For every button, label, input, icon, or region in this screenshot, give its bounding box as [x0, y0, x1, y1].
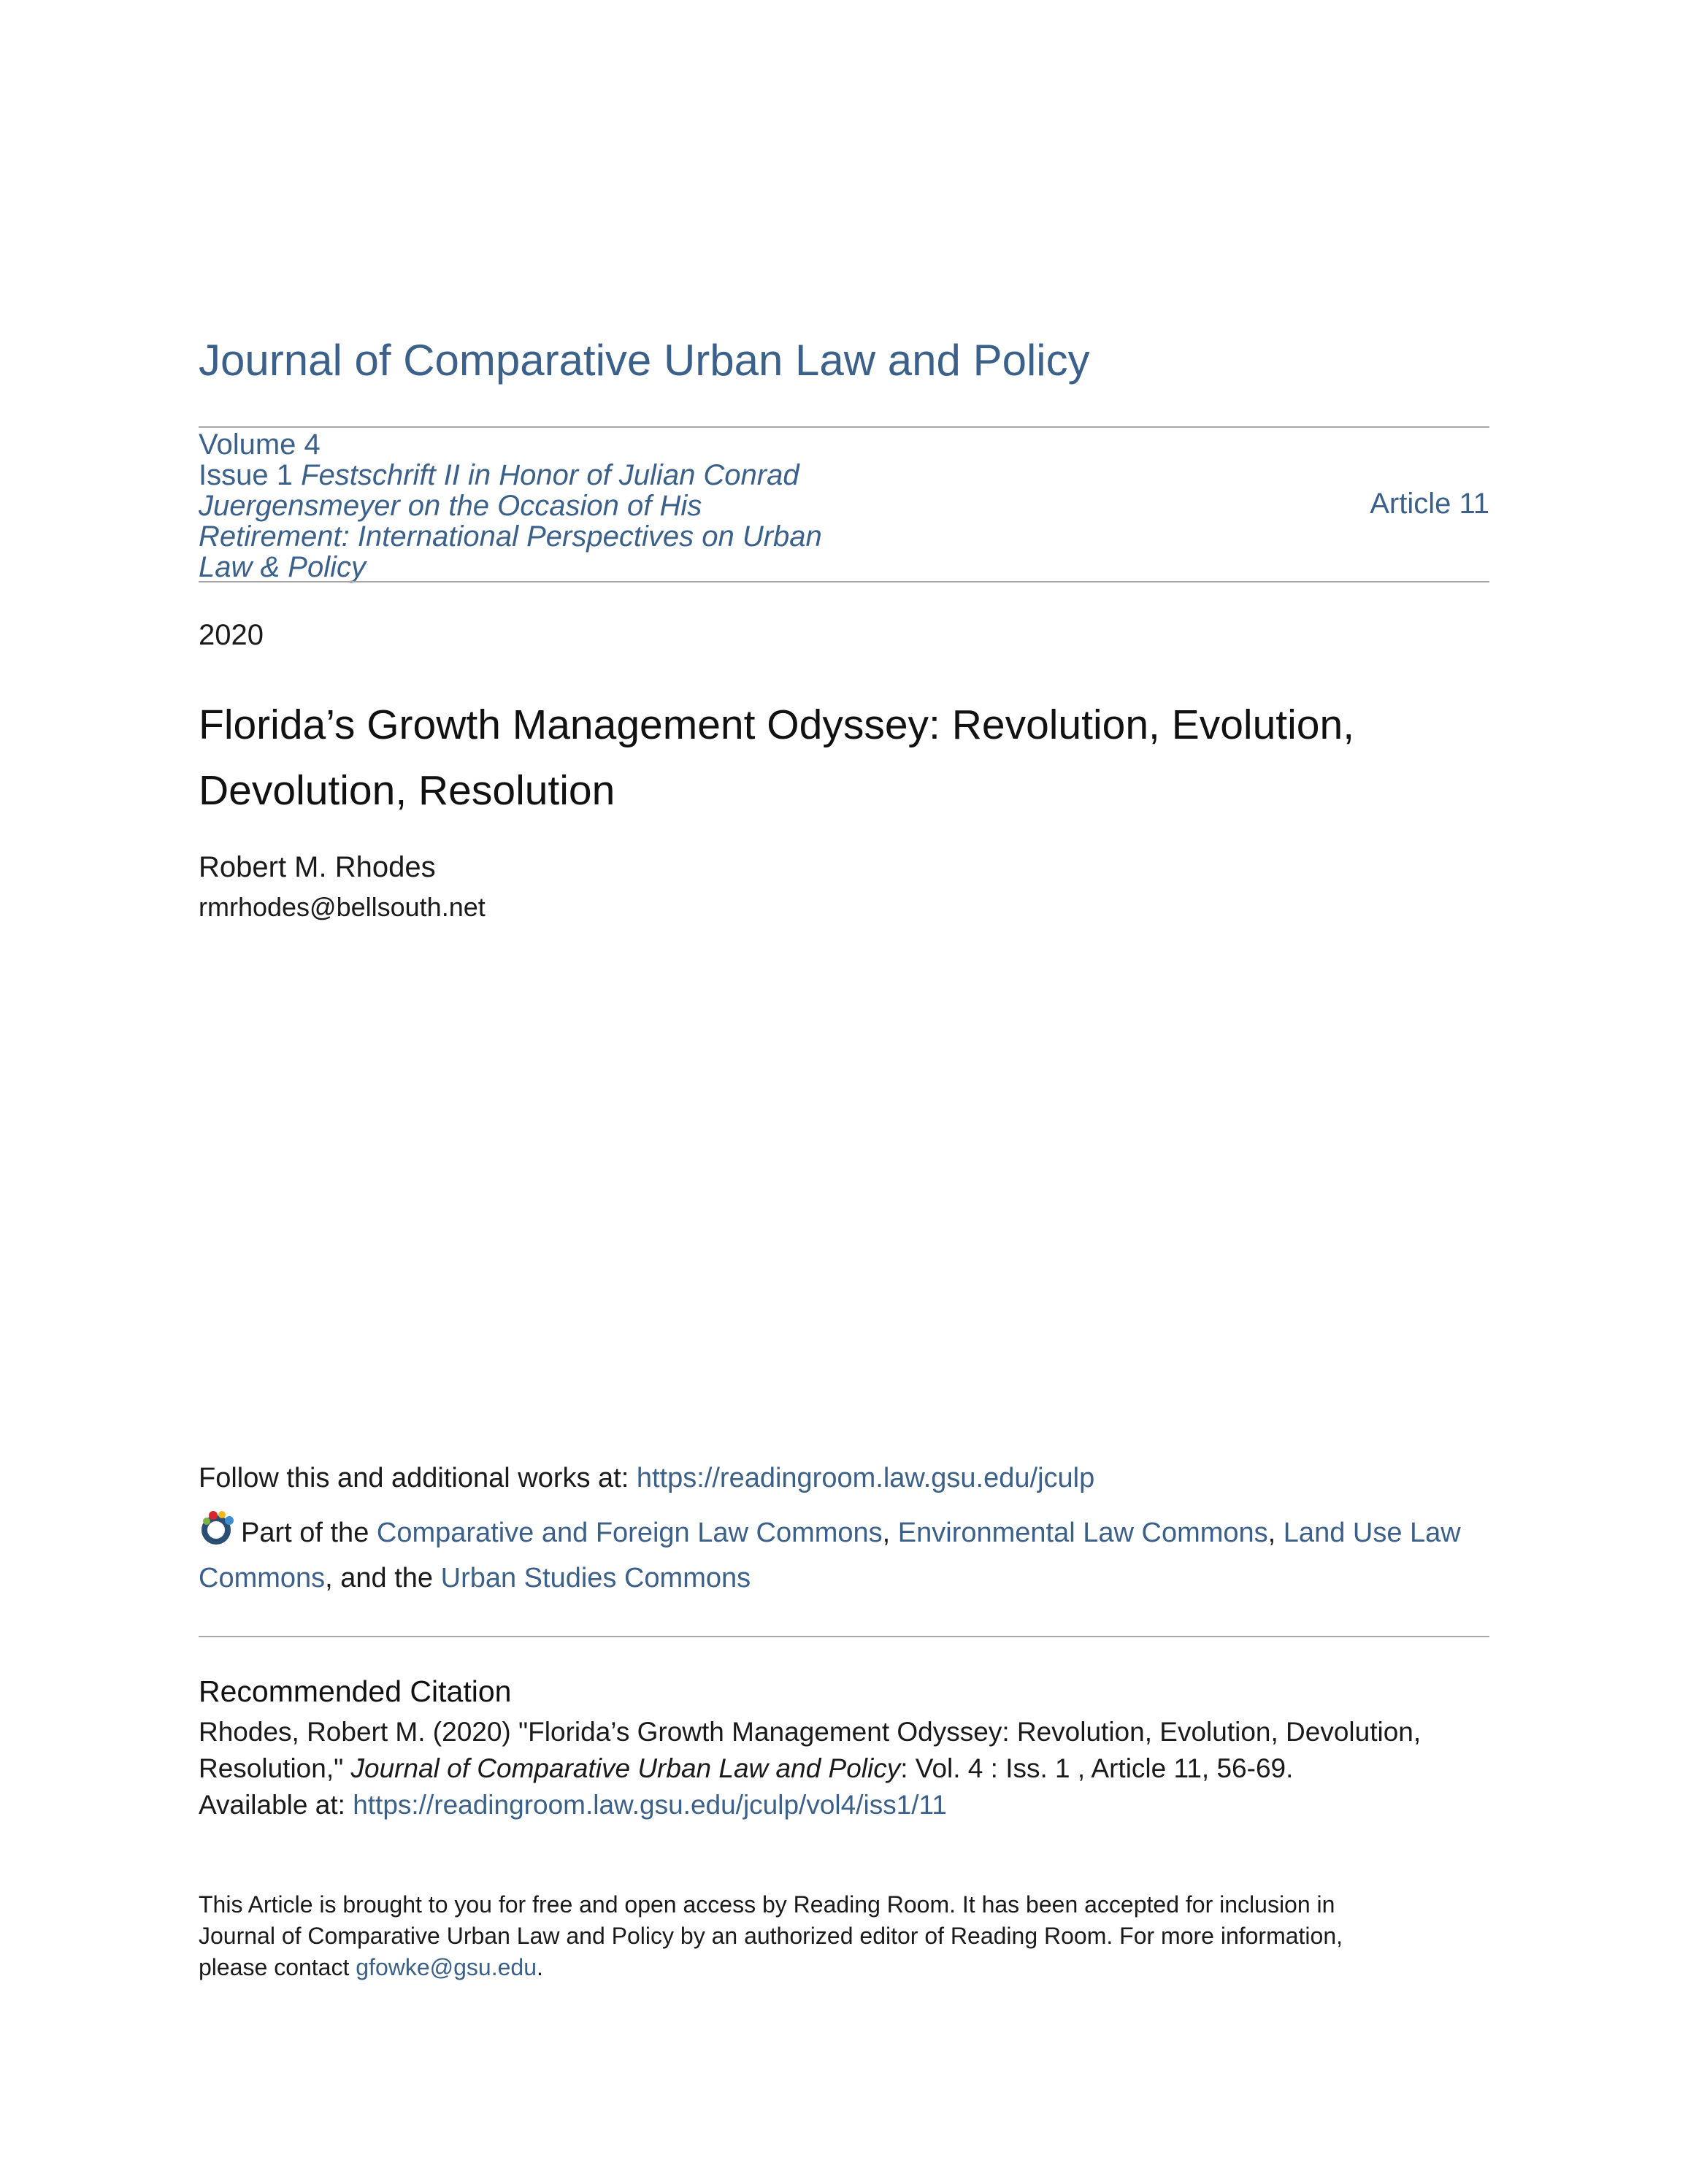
article-title — [199, 692, 1489, 823]
publication-year: 2020 — [199, 619, 264, 651]
follow-label: Follow this and additional works at: — [199, 1463, 637, 1493]
bottom-divider — [199, 1636, 1489, 1637]
citation-heading: Recommended Citation — [199, 1674, 512, 1708]
urban-studies-commons-link[interactable]: Urban Studies Commons — [440, 1563, 751, 1593]
issue-title-line-4[interactable]: Law & Policy — [199, 551, 366, 583]
middle-divider — [199, 581, 1489, 582]
article-title-line-1: Florida’s Growth Management Odyssey: Revolution, Evolution, — [199, 701, 1355, 748]
environmental-law-commons-link[interactable]: Environmental Law Commons — [897, 1518, 1268, 1548]
land-use-law-commons-link[interactable]: Land Use Law Commons — [199, 1518, 1461, 1593]
access-notice — [199, 1889, 1489, 1983]
citation-journal-name: Journal of Comparative Urban Law and Policy — [350, 1753, 901, 1783]
issue-title-line-2[interactable]: Juergensmeyer on the Occasion of His — [199, 490, 702, 522]
issue-link[interactable] — [199, 460, 856, 491]
part-of-prefix: Part of the — [241, 1518, 377, 1548]
citation-line-3 — [199, 1787, 1489, 1823]
available-url-link[interactable]: https://readingroom.law.gsu.edu/jculp/vol4/iss1/11 — [353, 1790, 947, 1820]
volume-link[interactable]: Volume 4 — [199, 428, 321, 461]
citation-line-2 — [199, 1750, 1489, 1787]
notice-line-3 — [199, 1952, 1489, 1983]
article-title-line-2: Devolution, Resolution — [199, 767, 615, 814]
issue-prefix: Issue 1 — [199, 459, 293, 491]
network-icon — [199, 1508, 237, 1546]
separator-1: , — [882, 1518, 898, 1548]
contact-email-link[interactable]: gfowke@gsu.edu — [356, 1954, 537, 1980]
citation-line-1: Rhodes, Robert M. (2020) "Florida’s Growth Management Odyssey: Revolution, Evolution, Devolution, — [199, 1717, 1422, 1747]
notice-line-3-suffix: . — [537, 1954, 543, 1980]
cover-page — [199, 0, 1489, 2184]
follow-url-link[interactable]: https://readingroom.law.gsu.edu/jculp — [636, 1463, 1095, 1493]
comparative-foreign-law-commons-link[interactable]: Comparative and Foreign Law Commons — [376, 1518, 883, 1548]
volume-issue-block — [199, 429, 856, 582]
issue-title-line-3[interactable]: Retirement: International Perspectives on Urban — [199, 520, 822, 553]
separator-3: , and the — [325, 1563, 441, 1593]
top-divider — [199, 426, 1489, 428]
citation-body — [199, 1714, 1489, 1823]
issue-title-line-1: Festschrift II in Honor of Julian Conrad — [301, 459, 799, 491]
citation-line-2-prefix: Resolution," — [199, 1753, 351, 1783]
available-label: Available at: — [199, 1790, 353, 1820]
citation-line-2-suffix: : Vol. 4 : Iss. 1 , Article 11, 56-69. — [900, 1753, 1294, 1783]
notice-line-1: This Article is brought to you for free and open access by Reading Room. It has been accepted for inclusion in — [199, 1891, 1335, 1918]
separator-2: , — [1267, 1518, 1284, 1548]
follow-line — [199, 1463, 1094, 1494]
article-number-link[interactable]: Article 11 — [1370, 488, 1489, 520]
author-name: Robert M. Rhodes — [199, 851, 436, 883]
notice-line-2: Journal of Comparative Urban Law and Policy by an authorized editor of Reading Room. For more information, — [199, 1923, 1343, 1949]
notice-line-3-prefix: please contact — [199, 1954, 356, 1980]
journal-title-link[interactable]: Journal of Comparative Urban Law and Policy — [199, 336, 1090, 385]
part-of-commons — [199, 1508, 1489, 1601]
author-email: rmrhodes@bellsouth.net — [199, 892, 486, 922]
